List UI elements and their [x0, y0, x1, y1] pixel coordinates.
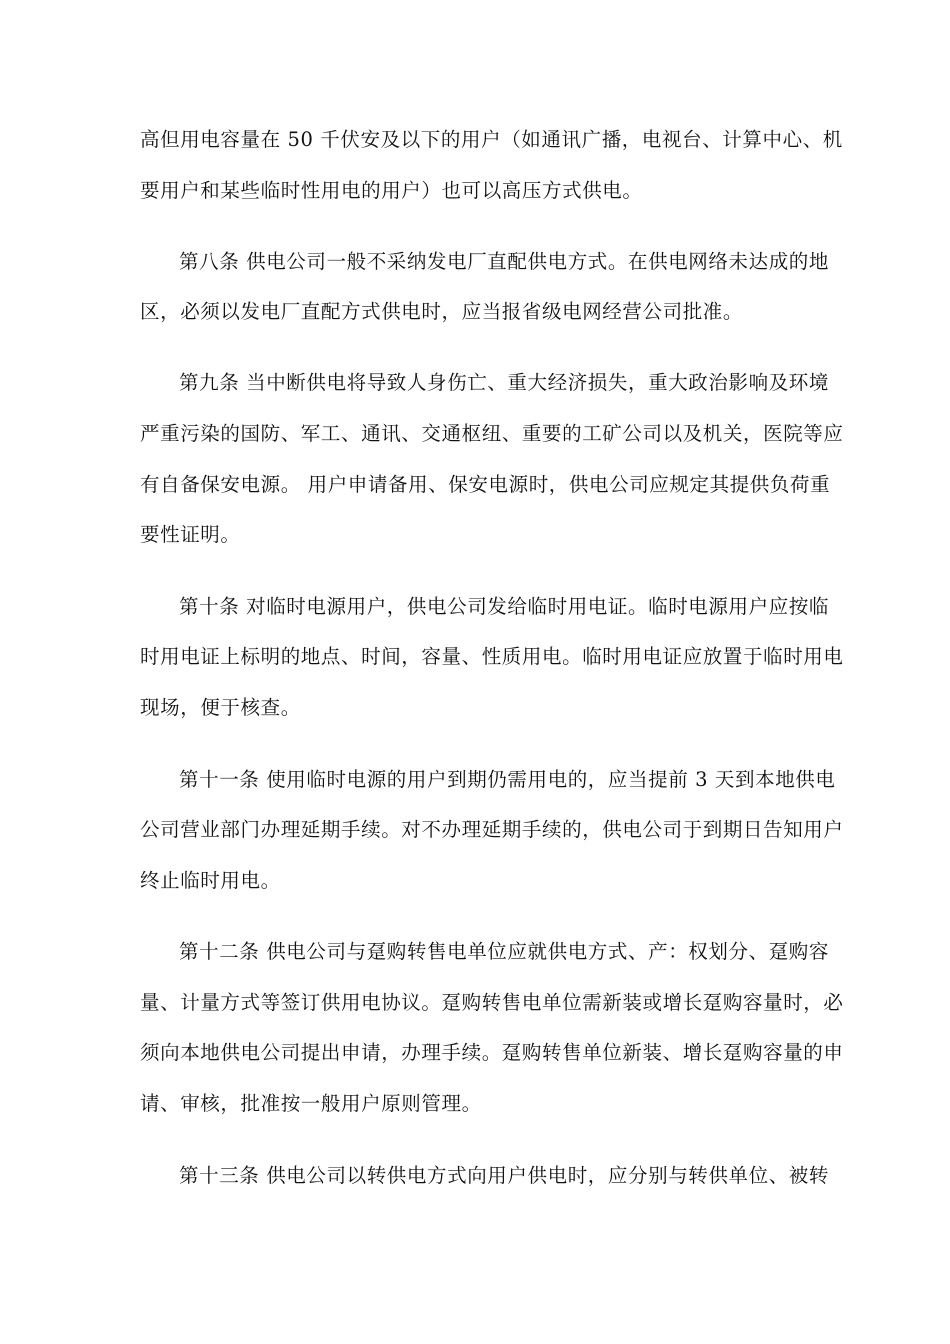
article-12-line-1: 第十二条 供电公司与趸购转售电单位应就供电方式、产：权划分、趸购容	[179, 940, 829, 963]
article-11-line-1: 第十一条 使用临时电源的用户到期仍需用电的，应当提前 3 天到本地供电	[179, 768, 836, 791]
article-10-line-1: 第十条 对临时电源用户，供电公司发给临时用电证。临时电源用户应按临	[179, 595, 829, 618]
article-12-line-4: 请、审核，批准按一般用户原则管理。	[140, 1092, 482, 1115]
article-8-line-1: 第八条 供电公司一般不采纳发电厂直配供电方式。在供电网络未达成的地	[179, 250, 829, 273]
article-12-line-2: 量、计量方式等签订供用电协议。趸购转售电单位需新装或增长趸购容量时，必	[140, 991, 844, 1014]
article-12-line-3: 须向本地供电公司提出申请，办理手续。趸购转售单位新装、增长趸购容量的申	[140, 1041, 844, 1064]
article-9-line-3: 有自备保安电源。 用户申请备用、保安电源时，供电公司应规定其提供负荷重	[140, 473, 831, 496]
article-13-line-1: 第十三条 供电公司以转供电方式向用户供电时，应分别与转供单位、被转	[179, 1164, 829, 1187]
article-9-line-2: 严重污染的国防、军工、通讯、交通枢纽、重要的工矿公司以及机关，医院等应	[140, 422, 844, 445]
article-11-line-3: 终止临时用电。	[140, 869, 281, 892]
article-10-line-3: 现场，便于核查。	[140, 696, 301, 719]
article-10-line-2: 时用电证上标明的地点、时间，容量、性质用电。临时用电证应放置于临时用电	[140, 645, 844, 668]
article-9-line-1: 第九条 当中断供电将导致人身伤亡、重大经济损失，重大政治影响及环境	[179, 371, 829, 394]
article-9-line-4: 要性证明。	[140, 523, 241, 546]
paragraph-1-line-2: 要用户和某些临时性用电的用户）也可以高压方式供电。	[140, 179, 643, 202]
article-8-line-2: 区，必须以发电厂直配方式供电时，应当报省级电网经营公司批准。	[140, 300, 744, 323]
paragraph-1-line-1: 高但用电容量在 50 千伏安及以下的用户（如通讯广播，电视台、计算中心、机	[140, 128, 843, 151]
article-11-line-2: 公司营业部门办理延期手续。对不办理延期手续的，供电公司于到期日告知用户	[140, 818, 844, 841]
